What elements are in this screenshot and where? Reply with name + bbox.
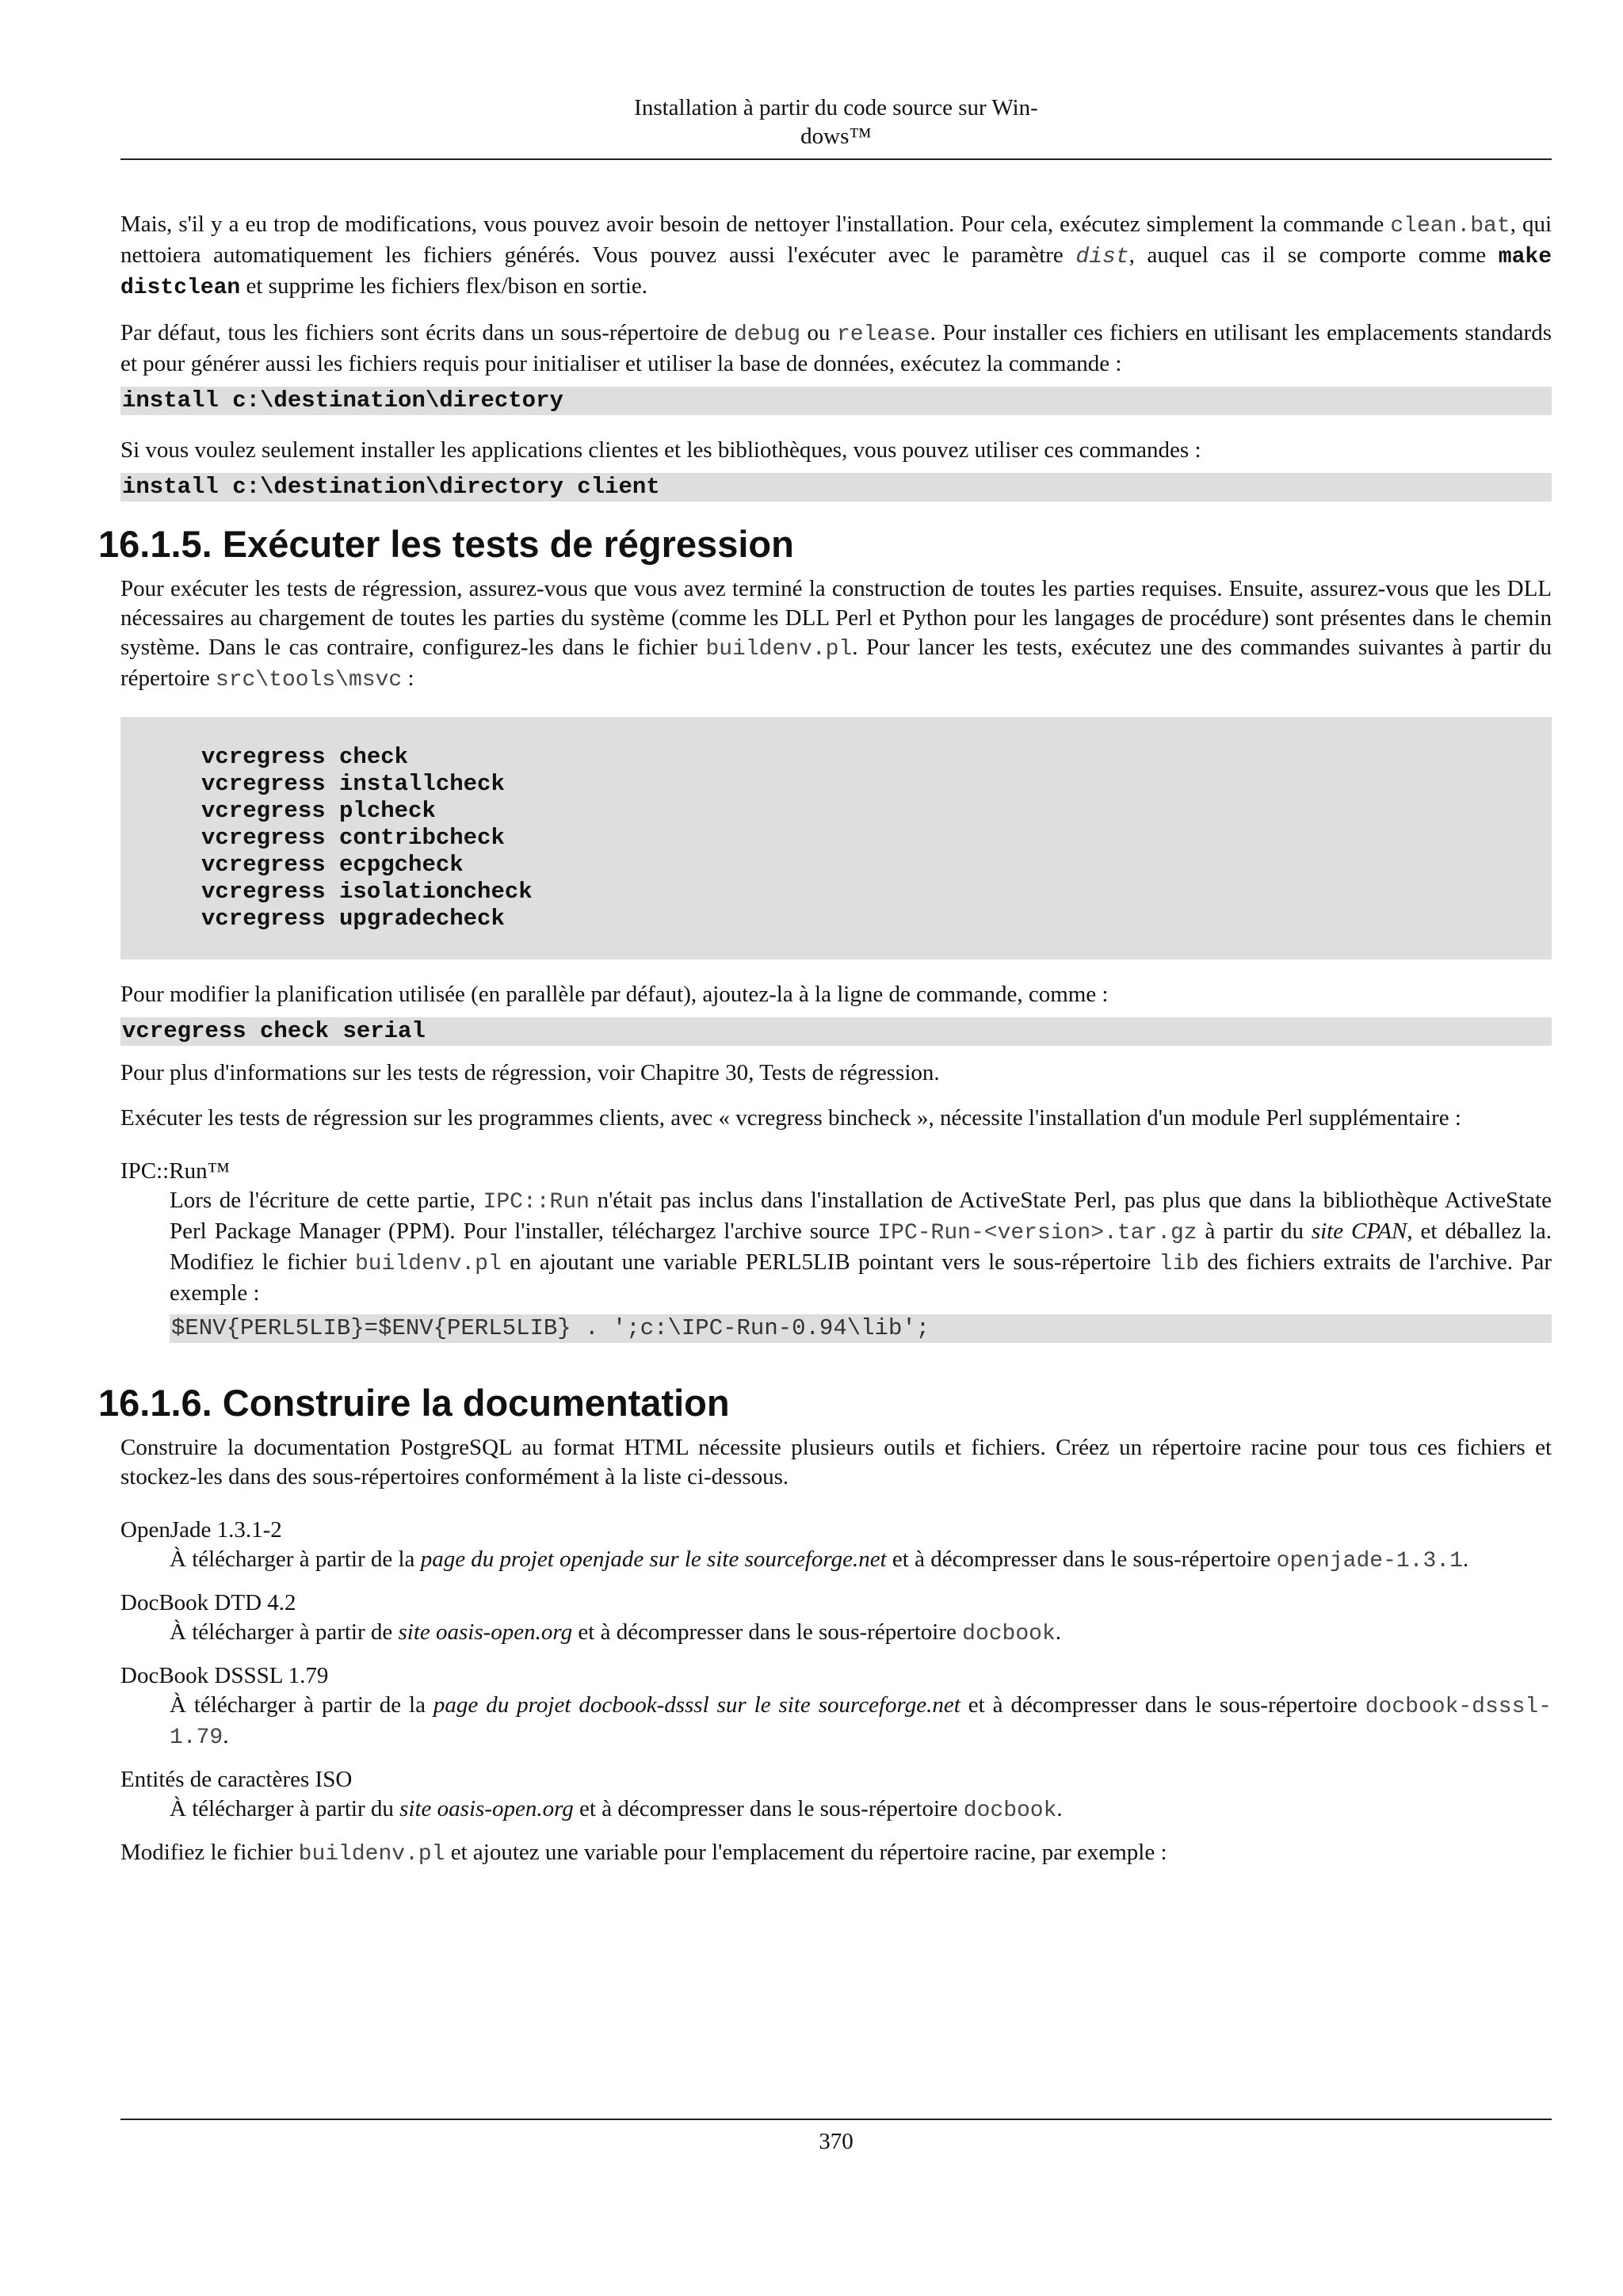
term-docbook-dsssl: DocBook DSSSL 1.79 xyxy=(120,1663,329,1688)
docs-paragraph-2 xyxy=(120,1838,1552,1869)
command-install: install c:\destination\directory xyxy=(120,387,1552,415)
definition-docbook-dsssl xyxy=(170,1691,1552,1753)
term-docbook-dtd: DocBook DTD 4.2 xyxy=(120,1590,296,1615)
text: et à décompresser dans le sous-répertoire xyxy=(960,1692,1365,1718)
code-openjade-dir: openjade-1.3.1 xyxy=(1276,1549,1463,1573)
text: , et déballez la. Modifiez le fichier xyxy=(170,1219,1552,1275)
text: Pour exécuter les tests de régression, assurez-vous que vous avez terminé la construction de toutes les parties requises. Ensuite, assurez-vous que les DLL nécessaires au chargement de toutes les parties du système (comme les DLL Perl et Python pour les langages de procédure) sont présentes dans le chemin système. Dans le cas contraire, configurez-les dans le fichier xyxy=(120,576,1552,660)
text: et à décompresser dans le sous-répertoire xyxy=(573,1796,964,1821)
text: et supprime les fichiers flex/bison en sortie. xyxy=(240,273,648,299)
code-ipc-run-archive: IPC-Run-<version>.tar.gz xyxy=(877,1221,1197,1245)
code-buildenv: buildenv.pl xyxy=(705,637,853,662)
text: . xyxy=(223,1723,229,1749)
text: . xyxy=(1462,1547,1469,1572)
code-src-tools-msvc: src\tools\msvc xyxy=(215,668,403,692)
section-heading-docs: 16.1.6. Construire la documentation xyxy=(98,1382,730,1424)
definition-docbook-dtd xyxy=(170,1618,1552,1649)
text: Modifiez le fichier xyxy=(120,1840,299,1865)
ipc-run-example xyxy=(170,1314,1552,1343)
link-site-cpan[interactable]: site CPAN xyxy=(1311,1219,1407,1244)
section-heading-tests: 16.1.5. Exécuter les tests de régression xyxy=(98,523,794,565)
link-docbook-dsssl-project[interactable]: page du projet docbook-dsssl sur le site sourceforge.net xyxy=(433,1692,960,1718)
header-title-line1: Installation à partir du code source sur Win- xyxy=(634,95,1038,120)
code-lib: lib xyxy=(1159,1252,1200,1276)
term-openjade: OpenJade 1.3.1-2 xyxy=(120,1517,282,1543)
intro-paragraph-3: Si vous voulez seulement installer les applications clientes et les bibliothèques, vous pouvez utiliser ces commandes : xyxy=(120,437,1201,463)
code-buildenv: buildenv.pl xyxy=(354,1252,502,1276)
definition-ipc-run xyxy=(170,1186,1552,1308)
code-dist: dist xyxy=(1075,245,1129,269)
text: n'était pas inclus dans l'installation de ActiveState Perl, pas plus que dans la bibliothèque ActiveState Perl Package Manager (PPM). Pour l'installer, téléchargez l'archive source xyxy=(170,1188,1552,1244)
code-docbook-dir: docbook xyxy=(962,1622,1056,1646)
tests-paragraph-3: Pour plus d'informations sur les tests de régression, voir Chapitre 30, Tests de régression. xyxy=(120,1060,940,1085)
text: À télécharger à partir de xyxy=(170,1619,399,1645)
code-docbook-dsssl-dir: docbook-dsssl-1.79 xyxy=(170,1695,1552,1750)
text: , qui nettoiera automatiquement les fichiers générés. Vous pouvez aussi l'exécuter avec le paramètre xyxy=(120,212,1552,268)
intro-paragraph-1 xyxy=(120,210,1552,303)
code-buildenv: buildenv.pl xyxy=(298,1842,445,1867)
text: À télécharger à partir du xyxy=(170,1796,400,1821)
link-oasis-open[interactable]: site oasis-open.org xyxy=(398,1619,573,1645)
vcregress-commands-block: vcregress check vcregress installcheck vcregress plcheck vcregress contribcheck vcregress ecpgcheck vcregress isolationcheck vcregress upgradecheck xyxy=(120,717,1552,959)
text: . Pour installer ces fichiers en utilisant les emplacements standards et pour générer aussi les fichiers requis pour initialiser et utiliser la base de données, exécutez la commande : xyxy=(120,320,1552,376)
footer-rule xyxy=(120,2119,1552,2120)
link-openjade-project[interactable]: page du projet openjade sur le site sourceforge.net xyxy=(420,1547,887,1572)
text: des fichiers extraits de l'archive. Par exemple : xyxy=(170,1249,1552,1306)
text: Mais, s'il y a eu trop de modifications, vous pouvez avoir besoin de nettoyer l'installation. Pour cela, exécutez simplement la commande xyxy=(120,212,1391,237)
term-iso-entities: Entités de caractères ISO xyxy=(120,1767,353,1792)
header-title-line2: dows™ xyxy=(800,124,872,149)
code-docbook-dir: docbook xyxy=(963,1798,1057,1823)
definition-iso-entities xyxy=(170,1794,1552,1825)
docs-paragraph-1: Construire la documentation PostgreSQL au format HTML nécessite plusieurs outils et fichiers. Créez un répertoire racine pour tous ces fichiers et stockez-les dans des sous-répertoires conformément à la liste ci-dessous. xyxy=(120,1435,1552,1489)
page-content xyxy=(98,210,1552,1885)
code-clean-bat: clean.bat xyxy=(1390,214,1510,238)
page-number: 370 xyxy=(819,2129,854,2154)
text: : xyxy=(402,666,414,691)
intro-paragraph-2 xyxy=(120,318,1552,379)
text: . xyxy=(1055,1619,1062,1645)
text: et à décompresser dans le sous-répertoire xyxy=(572,1619,963,1645)
running-header xyxy=(120,93,1552,151)
text: et à décompresser dans le sous-répertoire xyxy=(886,1547,1277,1572)
tests-paragraph-4: Exécuter les tests de régression sur les programmes clients, avec « vcregress bincheck », nécessite l'installation d'un module Perl supplémentaire : xyxy=(120,1105,1461,1131)
text: , auquel cas il se comporte comme xyxy=(1128,242,1499,268)
code-debug: debug xyxy=(733,322,800,347)
command-install-client: install c:\destination\directory client xyxy=(120,473,1552,502)
text: Par défaut, tous les fichiers sont écrits dans un sous-répertoire de xyxy=(120,320,734,345)
command-perl5lib: $ENV{PERL5LIB}=$ENV{PERL5LIB} . ';c:\IPC-Run-0.94\lib'; xyxy=(170,1314,1552,1343)
header-rule xyxy=(120,158,1552,160)
tests-paragraph-1 xyxy=(120,574,1552,695)
code-ipc-run: IPC::Run xyxy=(483,1190,590,1215)
link-oasis-open[interactable]: site oasis-open.org xyxy=(399,1796,574,1821)
term-ipc-run: IPC::Run™ xyxy=(120,1158,231,1184)
text: Lors de l'écriture de cette partie, xyxy=(170,1188,483,1213)
text: et ajoutez une variable pour l'emplacement du répertoire racine, par exemple : xyxy=(445,1840,1167,1865)
text: en ajoutant une variable PERL5LIB pointant vers le sous-répertoire xyxy=(501,1249,1159,1275)
tests-paragraph-2: Pour modifier la planification utilisée (en parallèle par défaut), ajoutez-la à la ligne de commande, comme : xyxy=(120,982,1109,1007)
text: . Pour lancer les tests, exécutez une des commandes suivantes à partir du répertoire xyxy=(120,635,1552,691)
definition-openjade xyxy=(170,1545,1552,1576)
code-make-distclean: make distclean xyxy=(120,245,1552,300)
code-release: release xyxy=(837,322,930,347)
command-vcregress-serial: vcregress check serial xyxy=(120,1017,1552,1046)
text: . xyxy=(1056,1796,1063,1821)
text: À télécharger à partir de la xyxy=(170,1692,433,1718)
text: ou xyxy=(800,320,837,345)
text: à partir du xyxy=(1197,1219,1312,1244)
text: À télécharger à partir de la xyxy=(170,1547,421,1572)
